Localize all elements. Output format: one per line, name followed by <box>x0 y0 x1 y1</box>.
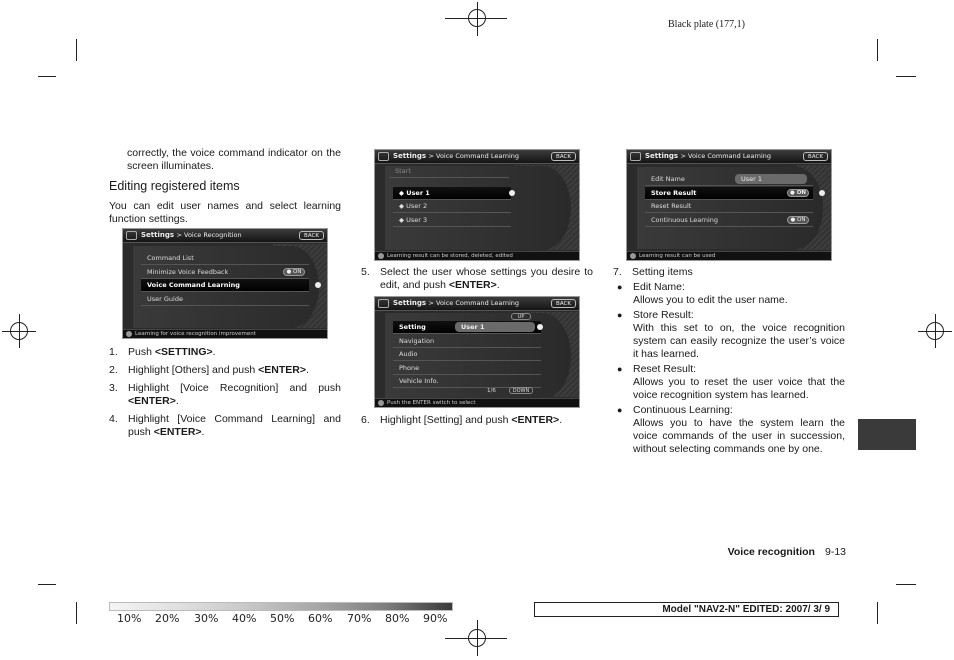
start-row: Start <box>389 165 509 178</box>
screen-setting-items <box>626 149 832 261</box>
bullet-reset-result: ● Reset Result: Allows you to reset the user voice that the voice recognition system has learned. <box>613 363 845 402</box>
toggle-on[interactable]: ● ON <box>787 189 809 197</box>
user-item-2[interactable]: ◆ User 2 <box>393 200 511 213</box>
menu-icon <box>126 231 137 240</box>
toggle-dot-icon: ● <box>286 269 294 275</box>
menu-icon <box>630 152 641 161</box>
back-button[interactable]: BACK <box>551 152 576 161</box>
chapter-tab <box>858 419 916 450</box>
pct-50: 50% <box>270 612 295 625</box>
step-3: 3. Highlight [Voice Recognition] and push <ENTER>. <box>109 382 341 407</box>
menu-item-phone[interactable]: Phone <box>393 362 541 375</box>
screen-voice-recognition <box>122 228 328 339</box>
user-name-field: User 1 <box>455 322 535 332</box>
menu-item-audio[interactable]: Audio <box>393 348 541 361</box>
menu-item-setting[interactable]: Setting User 1 <box>393 321 541 334</box>
toggle-on[interactable]: ● ON <box>283 268 305 276</box>
column-1 <box>109 147 341 226</box>
menu-item-voice-command-learning[interactable]: Voice Command Learning <box>141 279 309 292</box>
back-button[interactable]: BACK <box>551 299 576 308</box>
bullet-icon: ● <box>617 310 623 320</box>
pct-80: 80% <box>385 612 410 625</box>
grayscale-bar <box>109 602 453 611</box>
step-5: 5. Select the user whose settings you desire to edit, and push <ENTER>. <box>361 266 593 291</box>
breadcrumb: Settings > Voice Command Learning <box>645 152 772 160</box>
intro-text: correctly, the voice command indicator on the screen illuminates. <box>127 147 341 172</box>
screen-setting-list <box>374 296 580 408</box>
pct-20: 20% <box>155 612 180 625</box>
menu-item-user-guide[interactable]: User Guide <box>141 293 309 306</box>
menu-icon <box>378 152 389 161</box>
plate-label: Black plate (177,1) <box>668 19 745 30</box>
pct-90: 90% <box>423 612 448 625</box>
bullet-icon: ◆ <box>399 216 407 224</box>
step-6-block <box>361 414 593 432</box>
step-7: 7. Setting items <box>613 266 693 278</box>
title-bar <box>375 297 579 311</box>
menu-item-command-list[interactable]: Command List <box>141 252 309 265</box>
status-footer: Push the ENTER switch to select <box>375 398 579 407</box>
pct-60: 60% <box>308 612 333 625</box>
menu-item-store-result[interactable]: Store Result ● ON <box>645 187 813 200</box>
menu-item-edit-name[interactable]: Edit Name User 1 <box>645 173 813 186</box>
menu-item-vehicle-info[interactable]: Vehicle Info. <box>393 375 541 388</box>
menu-item-minimize-voice-feedback[interactable]: Minimize Voice Feedback ● ON <box>141 266 309 279</box>
menu-item-continuous-learning[interactable]: Continuous Learning ● ON <box>645 214 813 227</box>
page-number: 9-13 <box>824 546 846 558</box>
step-2: 2. Highlight [Others] and push <ENTER>. <box>109 364 309 376</box>
status-footer: Learning for voice recognition improvement <box>123 329 327 338</box>
section-name: Voice recognition <box>727 546 815 558</box>
page-indicator: 1/6 <box>487 388 496 394</box>
back-button[interactable]: BACK <box>299 231 324 240</box>
bullet-icon: ◆ <box>399 189 407 197</box>
cursor-dot-icon <box>509 190 515 196</box>
pct-70: 70% <box>347 612 372 625</box>
page-footer <box>640 546 846 558</box>
pct-10: 10% <box>117 612 142 625</box>
cursor-dot-icon <box>537 324 543 330</box>
back-button[interactable]: BACK <box>803 152 828 161</box>
status-footer: Learning result can be used <box>627 251 831 260</box>
toggle-dot-icon: ● <box>790 217 798 223</box>
user-item-3[interactable]: ◆ User 3 <box>393 214 511 227</box>
screen-user-select <box>374 149 580 261</box>
bullet-edit-name: ● Edit Name: Allows you to edit the user name. <box>613 281 845 307</box>
step-4: 4. Highlight [Voice Command Learning] and push <ENTER>. <box>109 413 341 438</box>
cursor-dot-icon <box>315 282 321 288</box>
bullet-icon: ● <box>617 364 623 374</box>
scroll-down-button[interactable]: DOWN <box>509 387 533 394</box>
toggle-dot-icon: ● <box>790 190 797 196</box>
breadcrumb: Settings > Voice Recognition <box>141 231 242 239</box>
user-name-field: User 1 <box>735 174 807 184</box>
user-item-1[interactable]: ◆ User 1 <box>393 187 511 200</box>
bullet-icon: ◆ <box>399 202 407 210</box>
title-bar <box>375 150 579 164</box>
steps-list-1 <box>109 346 341 444</box>
section-heading: Editing registered items <box>109 179 240 193</box>
bullet-icon: ● <box>617 282 623 292</box>
menu-item-navigation[interactable]: Navigation <box>393 335 541 348</box>
pct-40: 40% <box>232 612 257 625</box>
bullet-icon: ● <box>617 405 623 415</box>
breadcrumb: Settings > Voice Command Learning <box>393 299 520 307</box>
cursor-dot-icon <box>819 190 825 196</box>
scroll-up-button[interactable]: UP <box>511 313 531 320</box>
bullet-store-result: ● Store Result: With this set to on, the voice recognition system can easily recognize the user’s voice it has learned. <box>613 309 845 361</box>
pct-30: 30% <box>194 612 219 625</box>
menu-item-reset-result[interactable]: Reset Result <box>645 200 813 213</box>
step-5-block <box>361 266 593 297</box>
title-bar <box>627 150 831 164</box>
breadcrumb: Settings > Voice Command Learning <box>393 152 520 160</box>
column-3 <box>613 266 845 456</box>
status-footer: Learning result can be stored, deleted, edited <box>375 251 579 260</box>
section-para: You can edit user names and select learning function settings. <box>109 200 341 225</box>
bullet-continuous-learning: ● Continuous Learning: Allows you to have the system learn the voice commands of the user in succession, without selecting commands one by one. <box>613 404 845 456</box>
toggle-on[interactable]: ● ON <box>787 216 809 224</box>
title-bar <box>123 229 327 243</box>
model-edited-box: Model "NAV2-N" EDITED: 2007/ 3/ 9 <box>534 602 839 617</box>
step-1: 1. Push <SETTING>. <box>109 346 216 358</box>
step-6: 6. Highlight [Setting] and push <ENTER>. <box>361 414 563 426</box>
menu-icon <box>378 299 389 308</box>
